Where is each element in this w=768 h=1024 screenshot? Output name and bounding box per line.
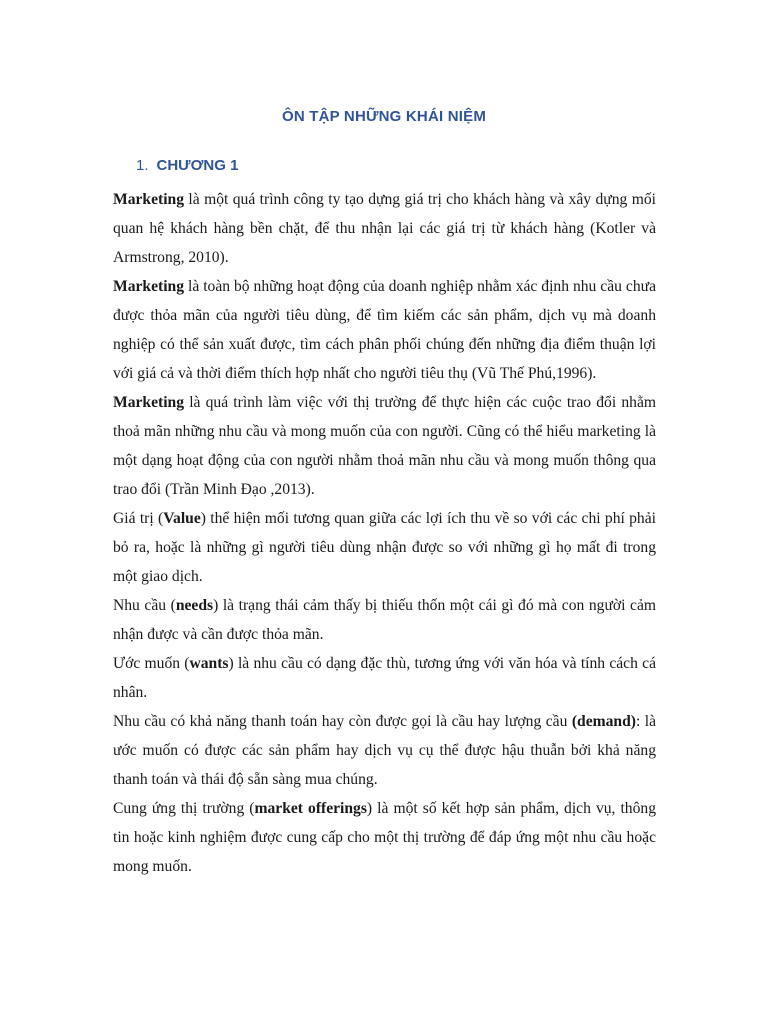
paragraph-text: ) là trạng thái cảm thấy bị thiếu thốn một cái gì đó mà con người cảm nhận được và cần được thỏa mãn. bbox=[113, 597, 657, 643]
paragraph-wants bbox=[113, 649, 656, 707]
bold-term: (demand) bbox=[571, 713, 636, 730]
body-text bbox=[113, 185, 656, 881]
paragraph-value bbox=[113, 504, 656, 591]
paragraph-lead: Giá trị ( bbox=[113, 510, 164, 527]
paragraph-text: : là ước muốn có được các sản phẩm hay dịch vụ cụ thể được hậu thuẫn bởi khả năng thanh toán và thái độ sẵn sàng mua chúng. bbox=[113, 713, 656, 788]
paragraph-text: là quá trình làm việc với thị trường để thực hiện các cuộc trao đổi nhằm thoả mãn những nhu cầu và mong muốn của con người. Cũng có thể hiểu marketing là một dạng hoạt động của con người nhằm thoả mãn nhu cầu và mong muốn thông qua trao đổi (Trần Minh Đạo ,2013). bbox=[113, 394, 656, 498]
bold-term: needs bbox=[175, 597, 214, 614]
paragraph-lead: Nhu cầu có khả năng thanh toán hay còn được gọi là cầu hay lượng cầu bbox=[113, 713, 572, 730]
chapter-name: CHƯƠNG 1 bbox=[156, 157, 239, 174]
bold-term: Marketing bbox=[113, 278, 185, 295]
bold-term: market offerings bbox=[254, 800, 367, 817]
paragraph-marketing-definition-1 bbox=[113, 185, 656, 272]
paragraph-text: là một quá trình công ty tạo dựng giá trị cho khách hàng và xây dựng mối quan hệ khách hàng bền chặt, để thu nhận lại các giá trị từ khách hàng (Kotler và Armstrong, 2010). bbox=[113, 191, 656, 266]
paragraph-text: ) thể hiện mối tương quan giữa các lợi ích thu về so với các chi phí phải bỏ ra, hoặc là những gì người tiêu dùng nhận được so với những gì họ mất đi trong một giao dịch. bbox=[113, 510, 656, 585]
paragraph-lead: Cung ứng thị trường ( bbox=[113, 800, 255, 817]
paragraph-text: ) là nhu cầu có dạng đặc thù, tương ứng với văn hóa và tính cách cá nhân. bbox=[113, 655, 656, 701]
paragraph-text: là toàn bộ những hoạt động của doanh nghiệp nhằm xác định nhu cầu chưa được thỏa mãn của người tiêu dùng, để tìm kiếm các sản phẩm, dịch vụ mà doanh nghiệp có thể sản xuất được, tìm cách phân phối chúng đến những địa điểm thuận lợi với giá cả và thời điểm thích hợp nhất cho người tiêu thụ (Vũ Thế Phú,1996). bbox=[113, 278, 656, 382]
bold-term: Marketing bbox=[113, 394, 185, 411]
paragraph-text: ) là một số kết hợp sản phẩm, dịch vụ, thông tin hoặc kinh nghiệm được cung cấp cho một thị trường để đáp ứng một nhu cầu hoặc mong muốn. bbox=[113, 800, 656, 875]
bold-term: wants bbox=[189, 655, 229, 672]
bold-term: Value bbox=[163, 510, 201, 527]
paragraph-lead: Nhu cầu ( bbox=[113, 597, 176, 614]
paragraph-needs bbox=[113, 591, 656, 649]
paragraph-market-offerings bbox=[113, 794, 656, 881]
bold-term: Marketing bbox=[113, 191, 185, 208]
paragraph-marketing-definition-2 bbox=[113, 272, 656, 388]
document-title: ÔN TẬP NHỮNG KHÁI NIỆM bbox=[281, 108, 487, 125]
paragraph-lead: Ước muốn ( bbox=[113, 655, 190, 672]
chapter-number: 1. bbox=[136, 157, 149, 174]
paragraph-demand bbox=[113, 707, 656, 794]
paragraph-marketing-definition-3 bbox=[113, 388, 656, 504]
chapter-heading bbox=[136, 157, 238, 174]
